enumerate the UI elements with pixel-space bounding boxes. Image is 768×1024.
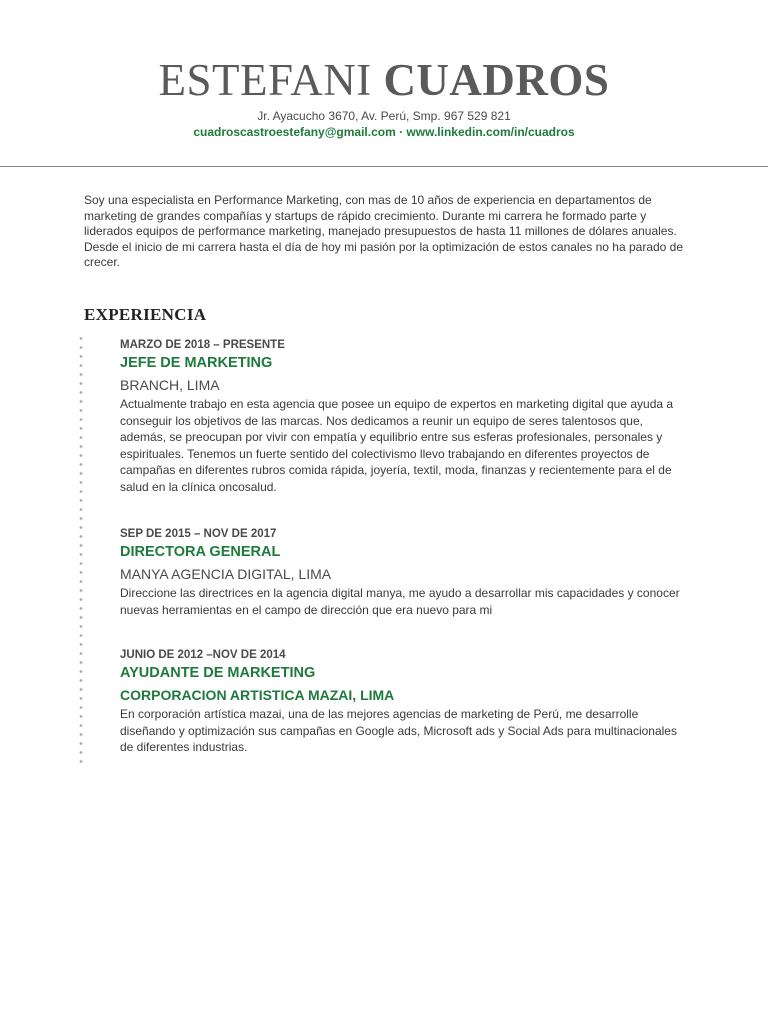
job-title: DIRECTORA GENERAL: [120, 544, 281, 560]
last-name: CUADROS: [383, 55, 610, 105]
experience-item-2: [120, 527, 690, 618]
job-title: AYUDANTE DE MARKETING: [120, 665, 316, 681]
job-company: CORPORACION ARTISTICA MAZAI, LIMA: [120, 687, 395, 703]
job-date: MARZO DE 2018 – PRESENTE: [120, 339, 285, 351]
job-title: JEFE DE MARKETING: [120, 355, 273, 371]
address-line: Jr. Ayacucho 3670, Av. Perú, Smp. 967 529 821: [257, 109, 511, 123]
experience-item-3: [120, 648, 690, 756]
profile-summary: Soy una especialista en Performance Marketing, con mas de 10 años de experiencia en departamentos de marketing de grandes compañías y startups de rápido crecimiento. Durante mi carrera he formado parte y liderados equipos de performance marketing, manejado presupuestos de hasta 11 millones de dólares anuales. Desde el inicio de mi carrera hasta el día de hoy mi pasión por la optimización de estos canales no ha parado de crecer.: [84, 193, 684, 269]
first-name: ESTEFANI: [158, 55, 372, 105]
job-description: Actualmente trabajo en esta agencia que posee un equipo de expertos en marketing digital que ayuda a conseguir los objetivos de las marcas. Nos dedicamos a reunir un equipo de seres talentosos que, además, se preocupan por vivir con empatía y equilibrio entre sus esferas profesionales, personales y espirituales. Tenemos un fuerte sentido del colectivismo llevo trabajando en diferentes proyectos de campañas en diferentes rubros comida rápida, joyería, textil, moda, finanzas y recientemente para el de salud en la clínica oncosalud.: [120, 397, 674, 494]
job-date: SEP DE 2015 – NOV DE 2017: [120, 528, 277, 540]
job-company: MANYA AGENCIA DIGITAL, LIMA: [120, 566, 332, 582]
resume-header: [0, 52, 768, 140]
candidate-name: [0, 52, 768, 108]
job-description: Direccione las directrices en la agencia digital manya, me ayudo a desarrollar mis capacidades y conocer nuevas herramientas en el campo de dirección que era nuevo para mi: [120, 586, 680, 617]
timeline-dotted-line: [79, 334, 83, 769]
contact-line: cuadroscastroestefany@gmail.com · www.linkedin.com/in/cuadros: [193, 125, 575, 139]
experience-item-1: [120, 338, 690, 495]
job-date: JUNIO DE 2012 –NOV DE 2014: [120, 649, 286, 661]
experience-heading: EXPERIENCIA: [84, 305, 207, 324]
job-description: En corporación artística mazai, una de las mejores agencias de marketing de Perú, me desarrolle diseñando y optimización sus campañas en Google ads, Microsoft ads y Social Ads para multinacionales de diferentes industrias.: [120, 707, 677, 754]
job-company: BRANCH, LIMA: [120, 377, 220, 393]
header-divider: [0, 166, 768, 167]
